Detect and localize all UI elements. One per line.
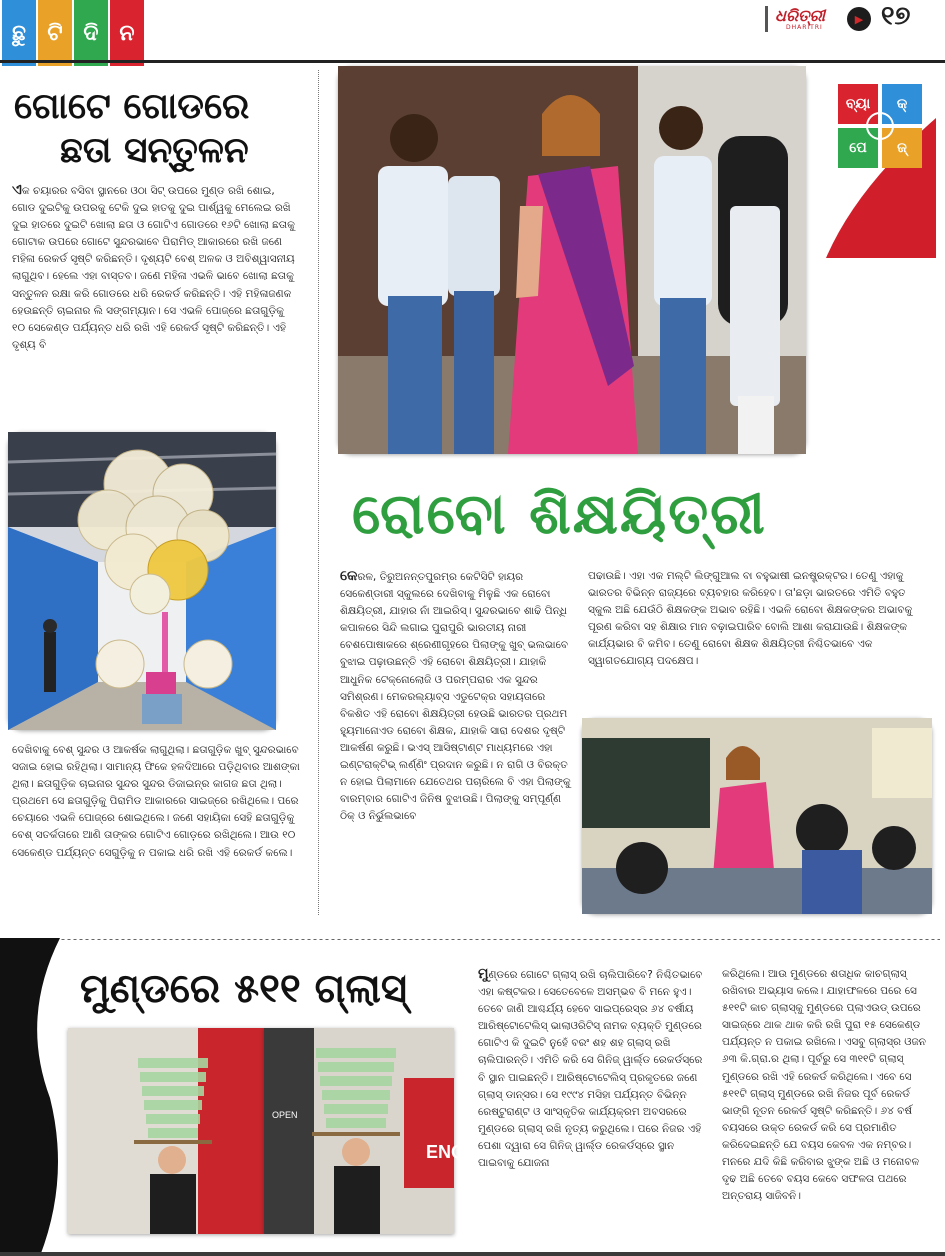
newspaper-logo-subtitle: DHARITRI [786,24,823,31]
masthead-tile-1: ଛୁ [2,0,36,66]
section-divider [60,938,940,940]
newspaper-logo[interactable]: ଧରିତ୍ରୀ [775,6,825,25]
badge-crosshair-icon [866,112,894,140]
masthead-rule [0,60,945,63]
glass-drop-cap: ମୁ [478,966,489,982]
sign-text: ENQUE [426,1142,491,1162]
column-divider [318,70,319,915]
badge-cell-2: କ୍ [882,84,922,124]
robot-teacher-photo-illustration [338,66,806,454]
badge-cell-3: ପେ [838,128,878,168]
robot-body-col1 [340,568,572,914]
umbrella-headline-line1: ଗୋଟେ ଗୋଡରେ [14,86,250,127]
robot-col1-text: ରଳ, ତିରୁଅନନ୍ତପୁରମ୍‌ର କେଟିସିଟି ହାୟର ସେକେଣ୍ଡାରୀ ସ୍କୁଲରେ ଦେଖିବାକୁ ମିଳୁଛି ଏକ ରୋବୋ ଶିକ୍ଷୟିତ୍ରୀ, ଯାହାର ନାଁ ଆଇରିସ୍। ସୁନ୍ଦରଭାବେ ଶାଢି ପିନ୍ଧି କପାଳରେ ସିନ୍ଦି ଲଗାଇ ପୁରାପୁରି ଭାରତୀୟ ନାରୀ ବେଶପୋଷାକରେ ଶ୍ରେଣୀଗୃହରେ ପିଲାଙ୍କୁ ଖୁବ୍ ଭଲଭାବେ ବୁଝାଇ ପଢ଼ାଉଛନ୍ତି ଏହି ରୋବୋ ଶିକ୍ଷୟିତ୍ରୀ। ଯାହାକି ଆଧୁନିକ ଟେକ୍ନୋଲୋଜି ଓ ପରମ୍ପରାର ଏକ ସୁନ୍ଦର ସମିଶ୍ରଣ। ମେକରଲ୍ୟାବ୍ସ ଏଡୁଟେକ୍‌ର ସହାୟତାରେ ବିକଶିତ ଏହି ରୋବୋ ଶିକ୍ଷୟିତ୍ରୀ ହେଉଛି ଭାରତର ପ୍ରଥମ ହ୍ୟୁମାନୋଏଡ ରୋବୋ ଶିକ୍ଷକ, ଯାହାକି ସାରା ଦେଶର ଦୃଷ୍ଟି ଆକର୍ଷଣ କରୁଛି। ଭଏସ୍ ଆସିଷ୍ଟାଣ୍ଟ ମାଧ୍ୟମରେ ଏହା ଇଣ୍ଟରାକ୍ଟିଭ୍ ଲର୍ଣ୍ଣିଂ ପ୍ରଦାନ କରୁଛି। ନ ରାଗି ଓ ବିରକ୍ତ ନ ହୋଇ ପିଲାମାନେ ଯେତେଥର ପଚାରିଲେ ବି ଏହା ପିଲାଙ୍କୁ ବାରମ୍ବାର ଗୋଟିଏ ଜିନିଷ ବୁଝାଉଛି। ପିଲାଙ୍କୁ ସମ୍ପୂର୍ଣ୍ଣ ଠିକ୍ ଓ ନିର୍ଭୁଲଭାବେ [340,571,571,823]
umbrella-headline-line2: ଛତା ସନ୍ତୁଳନ [60,130,249,171]
sign-open: OPEN [272,1110,298,1120]
glass-photo-right [264,1028,491,1234]
umbrella-body-para1 [12,182,300,422]
glass-body-col1 [478,966,706,1252]
glass-photo-left [68,1028,264,1234]
bottom-rule [0,1252,945,1256]
umbrella-body-para2: ଦେଖିବାକୁ ବେଶ୍ ସୁନ୍ଦର ଓ ଆକର୍ଷକ ଲାଗୁଥିଲା। ଛତାଗୁଡ଼ିକ ଖୁବ୍ ସୁନ୍ଦରଭାବେ ସଜାଇ ହୋଇ ରହିଥିଲା। ସାମାନ୍ୟ ଫିକେ ହଳଦିଆରେ ପଡ଼ିଥିବାର ଆଶଙ୍କା ଥିଲା। ଛତାଗୁଡ଼ିକ ଚାଇନାର ସୁନ୍ଦର ସୁନ୍ଦର ଡିଜାଇନ୍‌ର କାଗଜ ଛତା ଥିଲା। ପ୍ରଥମେ ସେ ଛତାଗୁଡ଼ିକୁ ପିରାମିଡ ଆକାରରେ ସାଇଜ୍‌ରେ ରଖିଥିଲେ। ପରେ ଚେୟାରେ ଏଭଳି ପୋଜ୍‌ରେ ଶୋଇଥିଲେ। ଜଣେ ସହାୟିକା ସେହି ଛତାଗୁଡ଼ିକୁ ବେଶ୍ ସତର୍କତାରେ ଆଣି ତାଙ୍କର ଗୋଟିଏ ଗୋଡ଼ରେ ରଖିଥିଲେ। ଆଉ ୧୦ ସେକେଣ୍ଡ ପର୍ଯ୍ୟନ୍ତ ସେଗୁଡ଼ିକୁ ନ ପକାଇ ଧରି ରଖି ଏହି ରେକର୍ଡ କଲେ। [12,744,300,859]
robot-classroom-photo [582,718,932,914]
masthead-tile-4: ନ [110,0,144,66]
umbrella-drop-cap: ଏ [12,182,22,198]
robot-body-col2: ପଢାଉଛି। ଏହା ଏକ ମଲ୍ଟି ଲିଙ୍ଗୁଆଲ ବା ବହୁଭାଷୀ ଇନଷ୍ଟ୍ରକ୍ଟର। ତେଣୁ ଏହାକୁ ଭାରତର ବିଭିନ୍ନ ରାଜ୍ୟରେ ବ୍ୟବହାର କରିହେବ। ତା'ଛଡ଼ା ଭାରତରେ ଏମିତି ବହୁତ ସ୍କୁଲ ଅଛି ଯେଉଁଠି ଶିକ୍ଷକଙ୍କ ଅଭାବ ରହିଛି। ଏଭଳି ରୋବୋ ଶିକ୍ଷକଙ୍କର ଅଭାବକୁ ପୂରଣ କରିବା ସହ ଶିକ୍ଷାର ମାନ ବଢ଼ାଇପାରିବ ବୋଲି ଆଶା କରାଯାଉଛି। ଶିକ୍ଷକଙ୍କ କାର୍ଯ୍ୟଭାର ବି କମିବ। ତେଣୁ ରୋବୋ ଶିକ୍ଷକ ଶିକ୍ଷୟିତ୍ରୀ ନିଶ୍ଚିତଭାବେ ଏକ ସ୍ୱାଗତଯୋଗ୍ୟ ପଦକ୍ଷେପ। [588,570,913,668]
umbrella-para1-text: କ ଚୟାରର ବସିବା ସ୍ଥାନରେ ଓଠା ସିଟ୍ ଉପରେ ମୁଣ୍ଡ ରଖି ଶୋଇ, ଗୋଡ ଦୁଇଟିକୁ ଉପରକୁ ଟେକି ଦୁଇ ହାତକୁ ଦୁଇ ପାର୍ଶ୍ୱକୁ ମେଲେଇ ରଖି ଦୁଇ ହାତରେ ଦୁଇଟି ଖୋଲା ଛତା ଓ ଗୋଟିଏ ଗୋଡରେ ୧୬ଟି ଖୋଲା ଛତାକୁ ଗୋଟାକ ଉପରେ ଗୋଟେ ସୁନ୍ଦରଭାବେ ପିରାମିଡ୍ ଆକାରରେ ରଖି ଜଣେ ମହିଳା ରେକର୍ଡ ସୃଷ୍ଟି କରିଛନ୍ତି। ଦୃଶ୍ୟଟି ବେଶ୍ ଅଳକ ଓ ଅବିଶ୍ୱାସନୀୟ ଲାଗୁଥିବ। ହେଲେ ଏହା ବାସ୍ତବ। ଜଣେ ମହିଳା ଏଭଳି ଭାବେ ଖୋଲା ଛତାକୁ ସନ୍ତୁଳନ ରକ୍ଷା କରି ଗୋଡରେ ଧରି ରେକର୍ଡ କରିଛନ୍ତି। ଏହି ମହିଳାଜଣକ ହେଉଛନ୍ତି ଚାଇନାର ଲି ସଙ୍ଗମ୍ୟାନ। ସେ ଏଭଳି ପୋଜ୍‌ରେ ଛତାଗୁଡ଼ିକୁ ୧୦ ସେକେଣ୍ଡ ପର୍ଯ୍ୟନ୍ତ ଧରି ରଖି ଏହି ରେକର୍ଡ ସୃଷ୍ଟି କରିଛନ୍ତି। ଏହି ଦୃଶ୍ୟ ବି [12,185,295,351]
umbrella-photo-illustration [8,432,276,730]
robot-drop-cap: କେ [340,568,358,584]
masthead-tile-3: ଦି [74,0,108,66]
robot-headline: ରୋବୋ ଶିକ୍ଷୟିତ୍ରୀ [352,482,767,547]
glass-photo-right-illustration [264,1028,491,1234]
glass-col1-text: ଣ୍ଡରେ ଗୋଟେ ଗ୍ଲାସ୍ ରଖି ଚାଲିପାରିବେ? ନିଶ୍ଚିତଭାବେ ଏହା କଷ୍ଟକର। ସେତେବେଳେ ଅସମ୍ଭବ ବି ମନେ ହୁଏ। ତେବେ ଜାଣି ଆଶ୍ଚର୍ଯ୍ୟ ହେବେ ସାଇପ୍ରେସ୍‌ର ୬୪ ବର୍ଷୀୟ ଆରିଷ୍ଟୋଟେଲିସ୍ ଭାଲାଓରିଟିସ୍ ନାମକ ବ୍ୟକ୍ତି ମୁଣ୍ଡରେ ଗୋଟିଏ କି ଦୁଇଟି ନୁହେଁ ବରଂ ଶହ ଶହ ଗ୍ଲାସ୍ ରଖି ଚାଲିପାରନ୍ତି। ଏମିତି କରି ସେ ଗିନିଜ୍ ୱାର୍ଲ୍ଡ ରେକର୍ଡସ୍‌ରେ ବି ସ୍ଥାନ ପାଇଛନ୍ତି। ଆରିଷ୍ଟୋଟେଲିସ୍ ପ୍ରକୃତରେ ଜଣେ ଗ୍ଲାସ୍ ଡାନ୍ସର। ସେ ୧୯୯୪ ମସିହା ପର୍ଯ୍ୟନ୍ତ ବିଭିନ୍ନ ରେଷ୍ଟୁରାଣ୍ଟ ଓ ସାଂସ୍କୃତିକ କାର୍ଯ୍ୟକ୍ରମ ଅବସରରେ ମୁଣ୍ଡରେ ଗ୍ଲାସ୍ ରଖି ନୃତ୍ୟ କରୁଥିଲେ। ପରେ ନିଜର ଏହି ପେଶା ଦ୍ୱାରା ସେ ଗିନିଜ୍ ୱାର୍ଲ୍ଡ ରେକର୍ଡସ୍‌ରେ ସ୍ଥାନ ପାଇବାକୁ ଯୋଜନା [478,969,703,1170]
header-divider [765,6,768,32]
robot-classroom-illustration [582,718,932,914]
umbrella-photo [8,432,276,730]
page-number: ୧୭ [881,1,911,31]
badge-cell-1: ବ୍ୟା [838,84,878,124]
robot-teacher-photo [338,66,806,454]
play-icon: ▶ [847,7,871,31]
masthead-tile-2: ଟି [38,0,72,66]
glass-headline: ମୁଣ୍ଡରେ ୫୧୧ ଗ୍ଲାସ୍ [80,966,407,1012]
glass-photo-left-illustration [68,1028,264,1234]
glass-body-col2: କରିଥିଲେ। ଆଉ ମୁଣ୍ଡରେ ଶତାଧିକ କାଚଗ୍ଲାସ୍ ରଖିବାର ଅଭ୍ୟାସ କଲେ। ଯାହାଫଳରେ ପରେ ସେ ୫୧୧ଟି କାଚ ଗ୍ଲାସ୍‌କୁ ମୁଣ୍ଡରେ ପ୍ଲାଏଉଡ୍ ଉପରେ ସାଇଜ୍‌ରେ ଥାକ ଥାକ କରି ରଖି ପୁରା ୧୫ ସେକେଣ୍ଡ ପର୍ଯ୍ୟନ୍ତ ନ ପକାଇ ରଖିଲେ। ଏସବୁ ଗ୍ଲାସ୍‌ର ଓଜନ ୬୩ କି.ଗ୍ରା.ର ଥିଲା। ପୂର୍ବରୁ ସେ ୩୧୧ଟି ଗ୍ଲାସ୍ ମୁଣ୍ଡରେ ରଖି ଏହି ରେକର୍ଡ କରିଥିଲେ। ଏବେ ସେ ୫୧୧ଟି ଗ୍ଲାସ୍ ମୁଣ୍ଡରେ ରଖି ନିଜର ପୂର୍ବ ରେକର୍ଡ ଭାଙ୍ଗି ନୂତନ ରେକର୍ଡ ସୃଷ୍ଟି କରିଛନ୍ତି। ୬୪ ବର୍ଷ ବୟସରେ ଉକ୍ତ ରେକର୍ଡ କରି ସେ ପ୍ରମାଣିତ କରିଦେଇଛନ୍ତି ଯେ ବୟସ କେବଳ ଏକ ନମ୍ବର। ମନରେ ଯଦି କିଛି କରିବାର ଝୁଙ୍କ ଅଛି ଓ ମନୋବଳ ଦୃଢ ଅଛି ତେବେ ବୟସ କେବେ ସଫଳତା ପଥରେ ଅନ୍ତରାୟ ସାଜିବନି। [722,968,926,1203]
badge-cell-4: ଜ୍ [882,128,922,168]
